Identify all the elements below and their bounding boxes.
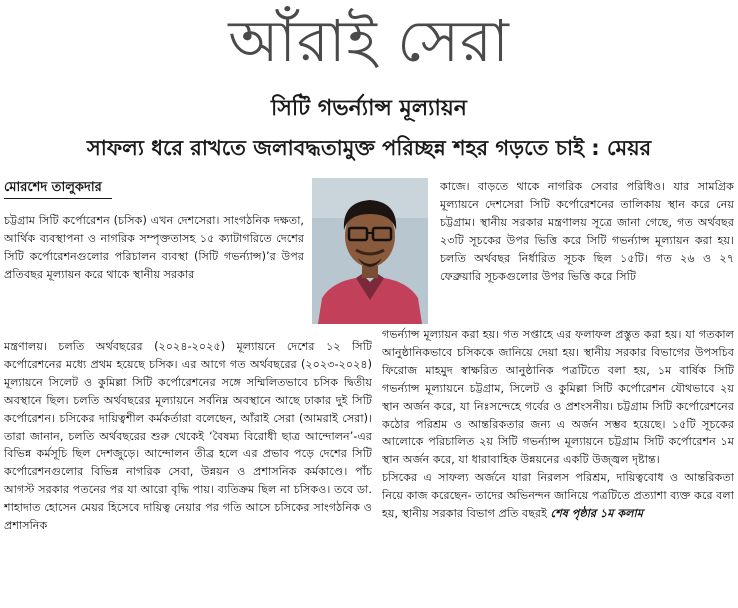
article-paragraph bbox=[382, 469, 734, 523]
kicker: সিটি গভর্ন্যান্স মূল্যায়ন bbox=[271, 96, 467, 121]
continuation-jump-link[interactable]: শেষ পৃষ্ঠার ১ম কলাম bbox=[550, 507, 643, 521]
article-paragraph: গভর্ন্যান্স মূল্যায়ন করা হয়। গত সপ্তাহে এর ফলাফল প্রস্তুত করা হয়। যা গতকাল আনুষ্ঠানিকভাবে চসিককে জানিয়ে দেয়া হয়। স্থানীয় সরকার বিভাগের উপসচিব ফিরোজ মাহমুদ স্বাক্ষরিত আনুষ্ঠানিক পত্রটিতে বলা হয়, ১ম বার্ষিক সিটি গভর্ন্যান্স মূল্যায়নে চট্টগ্রাম, সিলেট ও কুমিল্লা সিটি কর্পোরেশন যৌথভাবে ২য় স্থান অর্জন করে, যা নিঃসন্দেহে গর্বের ও প্রশংসনীয়। চট্টগ্রাম সিটি কর্পোরেশনের কঠোর পরিশ্রম ও আন্তরিকতার জন্য এ অর্জন সম্ভব হয়েছে। ১৫টি সূচকের আলোকে পরিচালিত ২য় সিটি গভর্ন্যান্স মূল্যায়নে চট্টগ্রাম সিটি কর্পোরেশন ১ম স্থান অর্জন করে, যা ধারাবাহিক উন্নয়নের একটি উজ্জ্বল দৃষ্টান্ত। bbox=[382, 328, 734, 467]
headline: আঁরাই সেরা bbox=[228, 7, 510, 75]
article-paragraph: কাজে। বাড়তে থাকে নাগরিক সেবার পরিধিও। যার সামগ্রিক মূল্যায়নে দেশসেরা সিটি কর্পোরেশনের তালিকায় স্থান করে নেয় চট্টগ্রাম। স্থানীয় সরকার মন্ত্রণালয় সূত্রে জানা গেছে, গত অর্থবছর ২৩টি সূচকের উপর ভিত্তি করে সিটি গভর্ন্যান্স মূল্যায়ন করা হয়। চলতি অর্থবছর নির্ধারিত সূচক ছিল ১৫টি। গত ২৬ ও ২৭ ফেব্রুয়ারি সূচকগুলোর উপর ভিত্তি করে সিটি bbox=[440, 180, 734, 283]
article-paragraph: মন্ত্রণালয়। চলতি অর্থবছরের (২০২৪-২০২৫) মূল্যায়নে দেশের ১২ সিটি কর্পোরেশনের মধ্যে প্রথম হয়েছে চসিক। এর আগে গত অর্থবছরের (২০২৩-২০২৪) মূল্যায়নে সিলেট ও কুমিল্লা সিটি কর্পোরেশনের সঙ্গে সম্মিলিতভাবে চসিক দ্বিতীয় অবস্থানে ছিল। চলতি অর্থবছরের মূল্যায়নে সর্বনিম্ন অবস্থানে আছে ঢাকার দুই সিটি কর্পোরেশন। চসিকের দায়িত্বশীল কর্মকর্তারা বলেছেন, আঁরাই সেরা (আমরাই সেরা)। তারা জানান, চলতি অর্থবছরের শুরু থেকেই ‘বৈষম্য বিরোধী ছাত্র আন্দোলন’-এর বিভিন্ন কর্মসূচি ছিল দেশজুড়ে। আন্দোলন তীব্র হলে এর প্রভাব পড়ে দেশের সিটি কর্পোরেশনগুলোর বিভিন্ন নাগরিক সেবা, উন্নয়ন ও প্রশাসনিক কর্মকাণ্ডে। পাঁচ আগস্ট সরকার পতনের পর যা আরো বৃদ্ধি পায়। ব্যতিক্রম ছিল না চসিকও। তবে ডা. শাহাদাত হোসেন মেয়র হিসেবে দায়িত্ব নেয়ার পর গতি আসে চসিকের সাংগঠনিক ও প্রশাসনিক bbox=[4, 340, 372, 533]
subheadline: সাফল্য ধরে রাখতে জলাবদ্ধতামুক্ত পরিচ্ছন্ন শহর গড়তে চাই : মেয়র bbox=[86, 136, 652, 160]
article-column-right-bottom bbox=[382, 326, 734, 608]
article-paragraph: চট্টগ্রাম সিটি কর্পোরেশন (চসিক) এখন দেশসেরা। সাংগঠনিক দক্ষতা, আর্থিক ব্যবস্থাপনা ও নাগরিক সম্পৃক্ততাসহ ১৫ ক্যাটাগরিতে দেশের সিটি কর্পোরেশনগুলোর পরিচালন ব্যবস্থা (সিটি গভর্ন্যান্স)’র উপর প্রতিবছর মূল্যায়ন করে থাকে স্থানীয় সরকার bbox=[4, 214, 304, 281]
byline: মোরশেদ তালুকদার bbox=[4, 178, 112, 199]
article-text: চসিকের এ সাফল্য অর্জনে যারা নিরলস পরিশ্রম, দায়িত্ববোধ ও আন্তরিকতা নিয়ে কাজ করেছেন- তাদের অভিনন্দন জানিয়ে পত্রটিতে প্রত্যাশা ব্যক্ত করে বলা হয়, স্থানীয় সরকার বিভাগ প্রতি বছরই bbox=[382, 471, 734, 521]
article-column-left-bottom bbox=[4, 338, 372, 608]
mayor-portrait-photo bbox=[312, 178, 428, 324]
article-column-right-top bbox=[440, 178, 734, 324]
mayor-portrait-icon bbox=[312, 178, 428, 324]
